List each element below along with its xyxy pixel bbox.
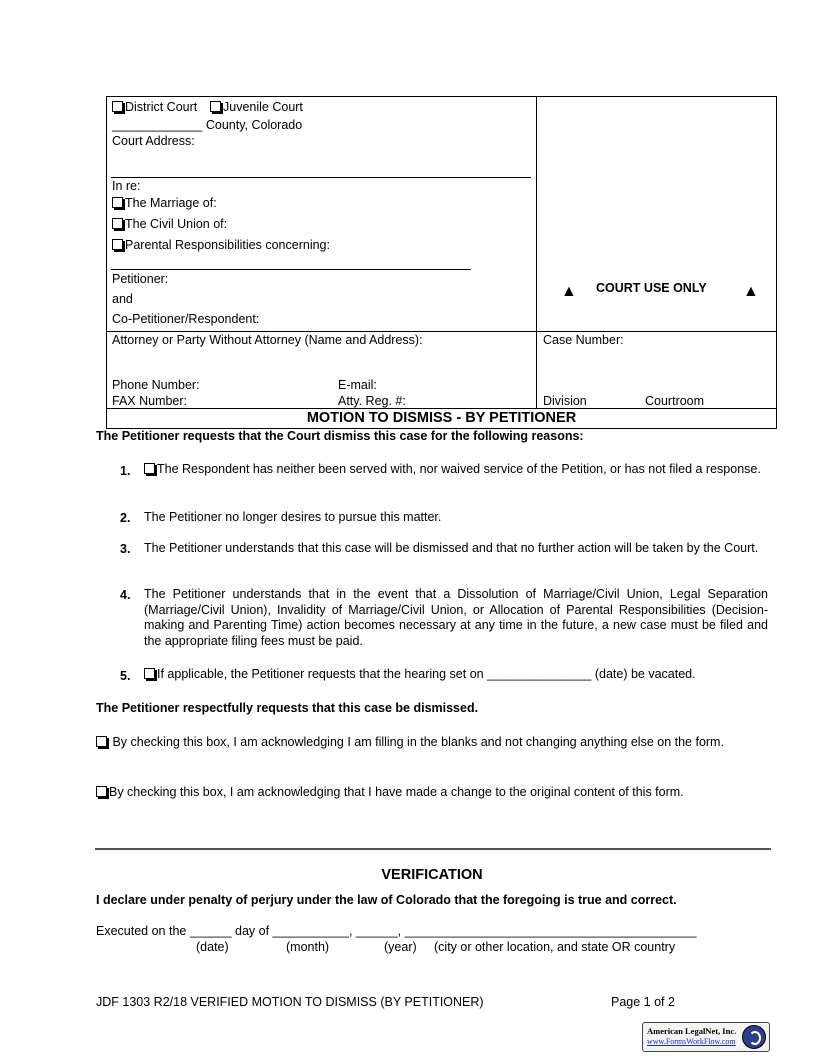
logo-company: American LegalNet, Inc. xyxy=(647,1026,737,1036)
list-item: The Petitioner understands that in the event that a Dissolution of Marriage/Civil Union, Legal Separation (Marriage/Civil Union), Invalidity of Marriage/Civil Union, or Allocation of Parental Responsibilities (Decision-making and Parenting Time) action becomes necessary at any time in the future, a new case must be filed and the appropriate filing fees must be paid. xyxy=(144,587,768,648)
and-label: and xyxy=(112,292,133,306)
parental-checkbox[interactable] xyxy=(112,239,123,250)
verification-heading: VERIFICATION xyxy=(381,867,483,883)
parental-option[interactable] xyxy=(112,238,330,252)
marriage-label: The Marriage of: xyxy=(125,196,217,210)
email-label: E-mail: xyxy=(338,378,377,392)
marriage-checkbox[interactable] xyxy=(112,197,123,208)
parties-underline xyxy=(111,269,471,270)
item-5-checkbox[interactable] xyxy=(144,668,155,679)
respectfully-text: The Petitioner respectfully requests that this case be dismissed. xyxy=(96,701,479,715)
county-line: _____________ County, Colorado xyxy=(112,118,303,132)
civil-union-option[interactable] xyxy=(112,217,227,231)
court-use-only-label: COURT USE ONLY xyxy=(596,281,707,295)
page-number: Page 1 of 2 xyxy=(611,995,675,1009)
month-caption: (month) xyxy=(286,940,330,954)
address-underline xyxy=(111,177,531,178)
item-text: If applicable, the Petitioner requests that the hearing set on _______________ (date) be vacated. xyxy=(157,667,696,681)
list-item xyxy=(144,667,768,683)
footer-form-id: JDF 1303 R2/18 VERIFIED MOTION TO DISMISS (BY PETITIONER) xyxy=(96,995,484,1009)
juvenile-court-option[interactable] xyxy=(210,100,303,114)
executed-line: Executed on the ______ day of ___________, ______, __________________________________________ xyxy=(96,924,697,938)
ack-changed-checkbox[interactable] xyxy=(96,786,107,797)
form-title: MOTION TO DISMISS - BY PETITIONER xyxy=(306,410,577,426)
case-number-label: Case Number: xyxy=(543,333,624,347)
phone-label: Phone Number: xyxy=(112,378,200,392)
juvenile-court-checkbox[interactable] xyxy=(210,101,221,112)
location-caption: (city or other location, and state OR country xyxy=(434,940,676,954)
district-court-label: District Court xyxy=(125,100,198,114)
item-number: 4. xyxy=(120,588,131,602)
district-court-option[interactable] xyxy=(112,100,197,114)
ack-changed-text: By checking this box, I am acknowledging that I have made a change to the original content of this form. xyxy=(109,785,684,799)
item-number: 2. xyxy=(120,511,131,525)
item-number: 1. xyxy=(120,464,131,478)
fax-label: FAX Number: xyxy=(112,394,188,408)
triangle-icon: ▲ xyxy=(561,283,577,300)
item-1-checkbox[interactable] xyxy=(144,463,155,474)
courtroom-label: Courtroom xyxy=(645,394,705,408)
ack-changed xyxy=(96,785,684,799)
civil-union-checkbox[interactable] xyxy=(112,218,123,229)
item-text: The Respondent has neither been served with, nor waived service of the Petition, or has not filed a response. xyxy=(157,462,761,476)
list-item: The Petitioner understands that this case will be dismissed and that no further action will be taken by the Court. xyxy=(144,541,759,555)
in-re-label: In re: xyxy=(112,179,141,193)
ack-no-change-checkbox[interactable] xyxy=(96,736,107,747)
ack-no-change xyxy=(96,734,768,750)
item-number: 5. xyxy=(120,669,131,683)
logo-url-link[interactable]: www.FormsWorkFlow.com xyxy=(647,1037,736,1046)
juvenile-court-label: Juvenile Court xyxy=(223,100,303,114)
list-item: The Petitioner no longer desires to pursue this matter. xyxy=(144,510,442,524)
date-caption: (date) xyxy=(196,940,229,954)
intro-text: The Petitioner requests that the Court dismiss this case for the following reasons: xyxy=(96,429,584,443)
civil-union-label: The Civil Union of: xyxy=(125,217,228,231)
item-number: 3. xyxy=(120,542,131,556)
atty-reg-label: Atty. Reg. #: xyxy=(338,394,406,408)
year-caption: (year) xyxy=(384,940,417,954)
logo-emblem-icon xyxy=(742,1025,766,1049)
list-item xyxy=(144,462,768,478)
ack-no-change-text: By checking this box, I am acknowledging I am filling in the blanks and not changing anything else on the form. xyxy=(109,735,724,749)
triangle-icon: ▲ xyxy=(743,283,759,300)
attorney-label: Attorney or Party Without Attorney (Name and Address): xyxy=(112,333,423,347)
petitioner-label: Petitioner: xyxy=(112,272,169,286)
co-petitioner-label: Co-Petitioner/Respondent: xyxy=(112,312,260,326)
declaration-text: I declare under penalty of perjury under the law of Colorado that the foregoing is true and correct. xyxy=(96,893,677,907)
court-address-label: Court Address: xyxy=(112,134,195,148)
american-legalnet-logo[interactable] xyxy=(642,1022,770,1052)
district-court-checkbox[interactable] xyxy=(112,101,123,112)
section-divider xyxy=(95,848,771,850)
marriage-option[interactable] xyxy=(112,196,217,210)
parental-label: Parental Responsibilities concerning: xyxy=(125,238,330,252)
division-label: Division xyxy=(543,394,587,408)
